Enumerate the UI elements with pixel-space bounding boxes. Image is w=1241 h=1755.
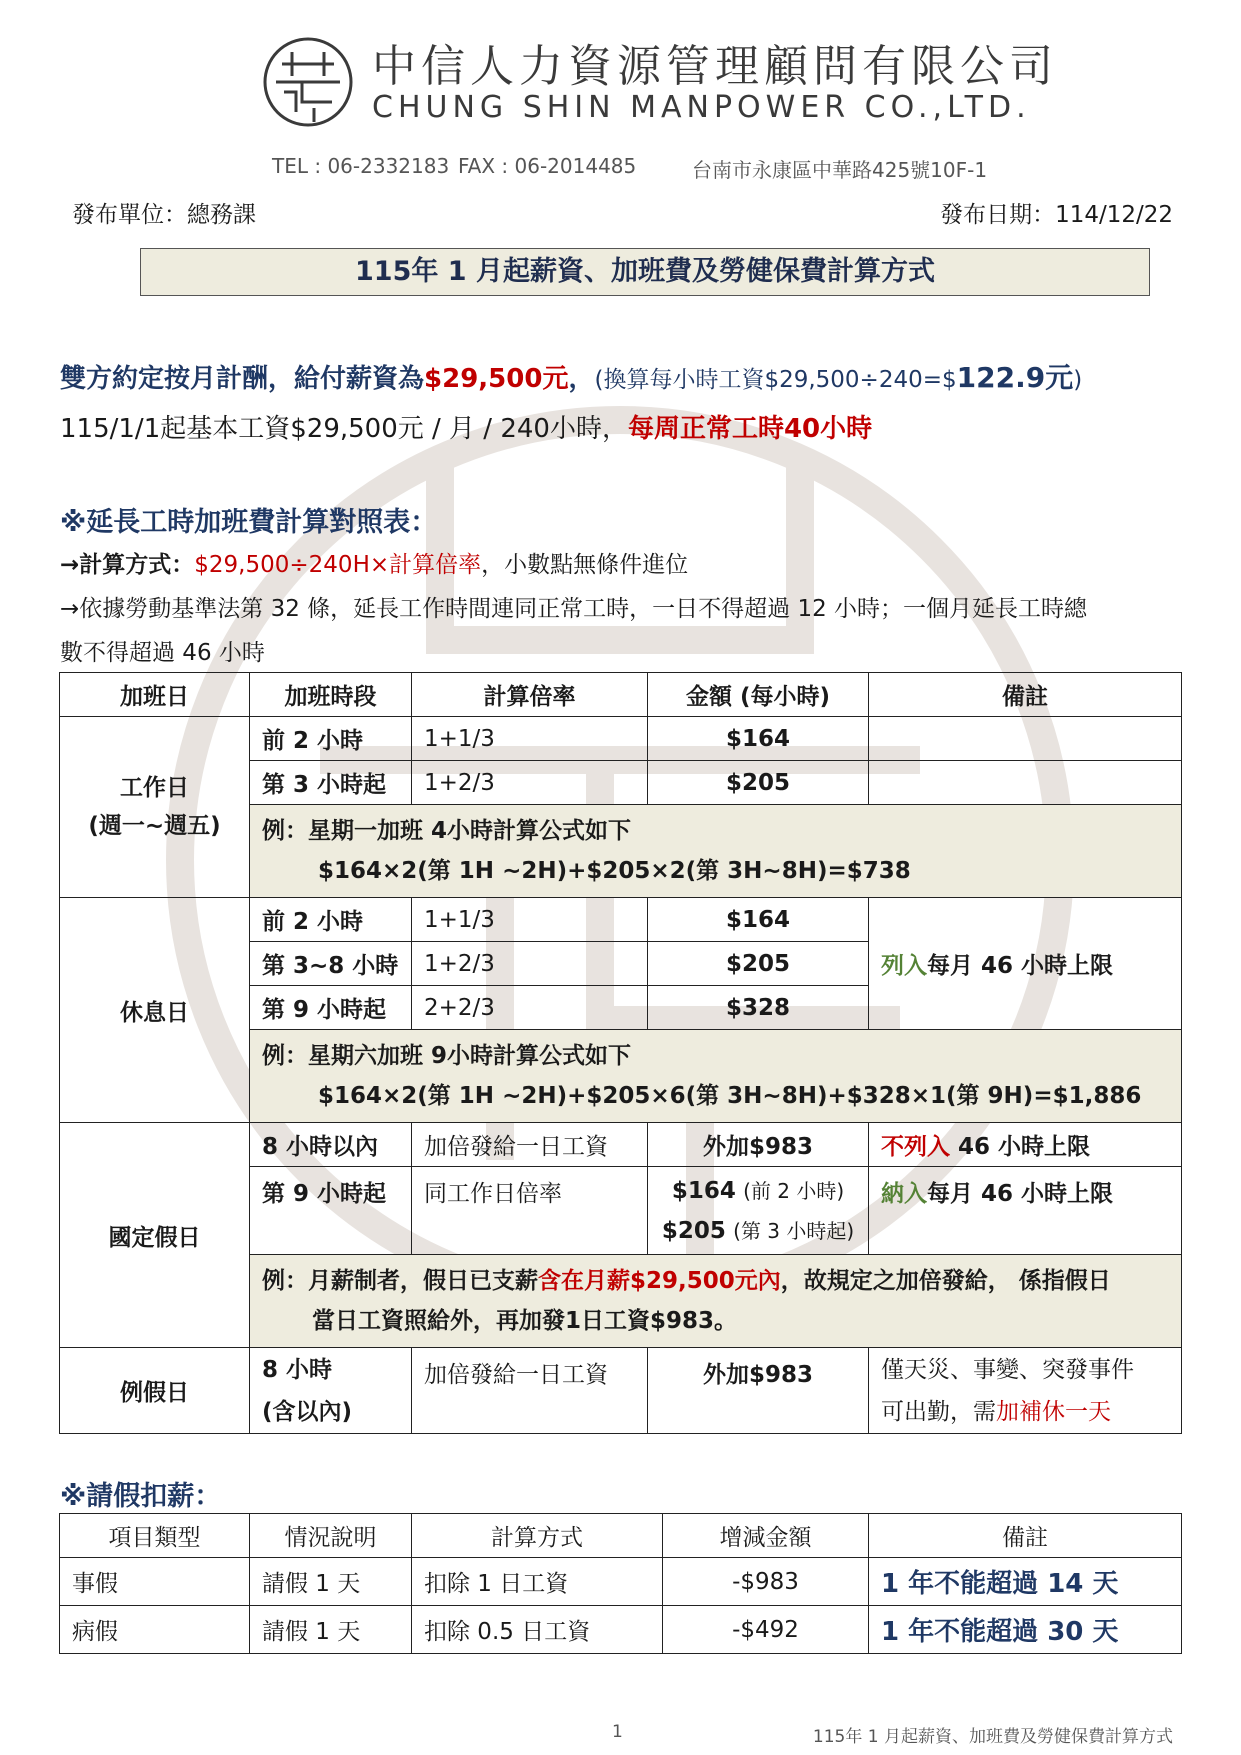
header-amount: 金額 (每小時) [648, 673, 869, 717]
holiday-rate-2: 同工作日倍率 [412, 1167, 648, 1255]
table-header-row [60, 673, 1182, 717]
table-row [60, 717, 1182, 761]
company-logo-icon [262, 36, 354, 128]
table-row [60, 1558, 1182, 1606]
restday-remark-tail: 每月 46 小時上限 [927, 953, 1114, 979]
workday-rate-2: 1+2/3 [412, 761, 648, 805]
header-day: 加班日 [60, 673, 250, 717]
leave-desc-1: 請假 1 天 [250, 1558, 412, 1606]
holiday-example-2: 當日工資照給外，再加發1日工資$983。 [312, 1308, 738, 1334]
restday-label: 休息日 [60, 898, 250, 1123]
regular-off-rate: 加倍發給一日工資 [412, 1348, 648, 1434]
table-row [60, 1123, 1182, 1167]
note-arrow: →計算方式： [60, 552, 195, 578]
holiday-period-2: 第 9 小時起 [250, 1167, 412, 1255]
leave-remark-2: 1 年不能超過 30 天 [869, 1606, 1182, 1654]
holiday-remark-1-red: 不列入 [881, 1134, 950, 1160]
holiday-remark-1-tail: 46 小時上限 [950, 1134, 1091, 1160]
leave-calc-2: 扣除 0.5 日工資 [412, 1606, 663, 1654]
regular-off-amount: 外加$983 [648, 1348, 869, 1434]
holiday-example-1 [262, 1261, 1169, 1301]
holiday-example-b: ，故規定之加倍發給， 係指假日 [780, 1268, 1111, 1294]
workday-remark-2 [869, 761, 1182, 805]
issuer: 發布單位：總務課 [72, 202, 256, 228]
regular-off-period-2: (含以內) [262, 1398, 353, 1425]
overtime-note-1 [60, 546, 688, 579]
restday-period-1: 前 2 小時 [250, 898, 412, 942]
leave-header-calc: 計算方式 [412, 1514, 663, 1558]
restday-rate-3: 2+2/3 [412, 986, 648, 1030]
workday-amount-1: $164 [648, 717, 869, 761]
regular-off-remark [869, 1348, 1182, 1434]
contact-fax: FAX : 06-2014485 [458, 154, 637, 178]
holiday-example-red: 含在月薪$29,500元內 [538, 1268, 781, 1294]
hourly-rate: 122.9元 [956, 361, 1074, 394]
overtime-section-title: ※延長工時加班費計算對照表： [60, 507, 438, 538]
restday-period-3: 第 9 小時起 [250, 986, 412, 1030]
holiday-amount-2b-note: (第 3 小時起) [733, 1218, 855, 1243]
leave-header-desc: 情況說明 [250, 1514, 412, 1558]
holiday-amount-1: 外加$983 [648, 1123, 869, 1167]
leave-amount-2: -$492 [663, 1606, 869, 1654]
restday-remark-green: 列入 [881, 953, 927, 979]
restday-example-2: $164×2(第 1H ~2H)+$205×6(第 3H~8H)+$328×1(第 9H)=$1,886 [318, 1083, 1142, 1109]
workday-remark-1 [869, 717, 1182, 761]
regular-off-label: 例假日 [60, 1348, 250, 1434]
note-formula: $29,500÷240H×計算倍率 [194, 552, 482, 578]
table-row [60, 1606, 1182, 1654]
restday-example [250, 1030, 1182, 1123]
intro-comma: ， [568, 364, 595, 394]
header-rate: 計算倍率 [412, 673, 648, 717]
leave-header-remark: 備註 [869, 1514, 1182, 1558]
leave-header-amount: 增減金額 [663, 1514, 869, 1558]
company-name-cn: 中信人力資源管理顧問有限公司 [372, 41, 1058, 92]
hourly-close: ) [1073, 367, 1083, 393]
holiday-amount-2-line-1 [648, 1171, 868, 1211]
issue-date: 發布日期：114/12/22 [940, 202, 1173, 228]
intro-line-2 [60, 408, 872, 445]
holiday-amount-2b: $205 [661, 1217, 726, 1244]
workday-label [60, 717, 250, 898]
document-title: 115年 1 月起薪資、加班費及勞健保費計算方式 [140, 248, 1150, 296]
workday-label-2: (週一~週五) [88, 813, 221, 839]
header-period: 加班時段 [250, 673, 412, 717]
company-name-en: CHUNG SHIN MANPOWER CO.,LTD. [372, 90, 1031, 125]
workday-amount-2: $205 [648, 761, 869, 805]
holiday-rate-1: 加倍發給一日工資 [412, 1123, 648, 1167]
overtime-table [59, 672, 1182, 1434]
overtime-note-2: →依據勞動基準法第 32 條，延長工作時間連同正常工時，一日不得超過 12 小時；一個月延長工時總 [60, 596, 1088, 622]
regular-off-remark-2-red: 加補休一天 [996, 1398, 1111, 1425]
letterhead [0, 28, 1241, 138]
leave-amount-1: -$983 [663, 1558, 869, 1606]
header-remark: 備註 [869, 673, 1182, 717]
holiday-label: 國定假日 [60, 1123, 250, 1348]
regular-off-remark-2a: 可出勤，需 [881, 1398, 996, 1425]
workday-example [250, 805, 1182, 898]
monthly-salary: $29,500元 [424, 364, 569, 394]
holiday-amount-2-line-2 [648, 1211, 868, 1251]
holiday-remark-2-tail: 每月 46 小時上限 [927, 1181, 1114, 1207]
restday-remark [869, 898, 1182, 1030]
leave-section-title: ※請假扣薪： [60, 1481, 222, 1512]
leave-desc-2: 請假 1 天 [250, 1606, 412, 1654]
restday-amount-1: $164 [648, 898, 869, 942]
leave-header-type: 項目類型 [60, 1514, 250, 1558]
table-row [60, 898, 1182, 942]
footer-title: 115年 1 月起薪資、加班費及勞健保費計算方式 [812, 1727, 1173, 1747]
restday-example-1: 例：星期六加班 9小時計算公式如下 [262, 1043, 632, 1069]
regular-off-remark-1: 僅天災、事變、突發事件 [881, 1356, 1134, 1383]
leave-type-2: 病假 [60, 1606, 250, 1654]
note-tail: ，小數點無條件進位 [481, 552, 689, 578]
table-row [60, 1348, 1182, 1434]
holiday-remark-2-green: 納入 [881, 1181, 927, 1207]
contact-address: 台南市永康區中華路425號10F-1 [692, 158, 988, 182]
minimum-wage-text: 115/1/1起基本工資$29,500元 / 月 / 240小時， [60, 414, 628, 444]
restday-amount-3: $328 [648, 986, 869, 1030]
workday-example-2: $164×2(第 1H ~2H)+$205×2(第 3H~8H)=$738 [318, 858, 911, 884]
overtime-note-3: 數不得超過 46 小時 [60, 640, 265, 666]
regular-off-period-1: 8 小時 [262, 1356, 333, 1383]
holiday-amount-2a: $164 [671, 1177, 736, 1204]
restday-rate-2: 1+2/3 [412, 942, 648, 986]
hourly-conversion: (換算每小時工資$29,500÷240=$ [594, 367, 957, 393]
restday-amount-2: $205 [648, 942, 869, 986]
workday-rate-1: 1+1/3 [412, 717, 648, 761]
leave-remark-1: 1 年不能超過 14 天 [869, 1558, 1182, 1606]
holiday-example-a: 例：月薪制者，假日已支薪 [262, 1268, 538, 1294]
leave-type-1: 事假 [60, 1558, 250, 1606]
workday-label-1: 工作日 [120, 775, 189, 801]
page-number: 1 [612, 1722, 623, 1742]
restday-period-2: 第 3~8 小時 [250, 942, 412, 986]
regular-off-period [250, 1348, 412, 1434]
intro-line-1 [60, 356, 1082, 396]
table-header-row [60, 1514, 1182, 1558]
holiday-remark-1 [869, 1123, 1182, 1167]
holiday-remark-2 [869, 1167, 1182, 1255]
intro-text: 雙方約定按月計酬，給付薪資為 [60, 364, 425, 394]
workday-example-1: 例：星期一加班 4小時計算公式如下 [262, 818, 632, 844]
holiday-period-1: 8 小時以內 [250, 1123, 412, 1167]
restday-rate-1: 1+1/3 [412, 898, 648, 942]
leave-calc-1: 扣除 1 日工資 [412, 1558, 663, 1606]
contact-tel: TEL : 06-2332183 [272, 154, 450, 178]
leave-table [59, 1513, 1182, 1654]
workday-period-1: 前 2 小時 [250, 717, 412, 761]
workday-period-2: 第 3 小時起 [250, 761, 412, 805]
holiday-amount-2a-note: (前 2 小時) [743, 1178, 845, 1203]
regular-off-remark-2 [881, 1391, 1181, 1433]
weekly-hours: 每周正常工時40小時 [627, 414, 873, 444]
holiday-example [250, 1255, 1182, 1348]
holiday-amount-2 [648, 1167, 869, 1255]
